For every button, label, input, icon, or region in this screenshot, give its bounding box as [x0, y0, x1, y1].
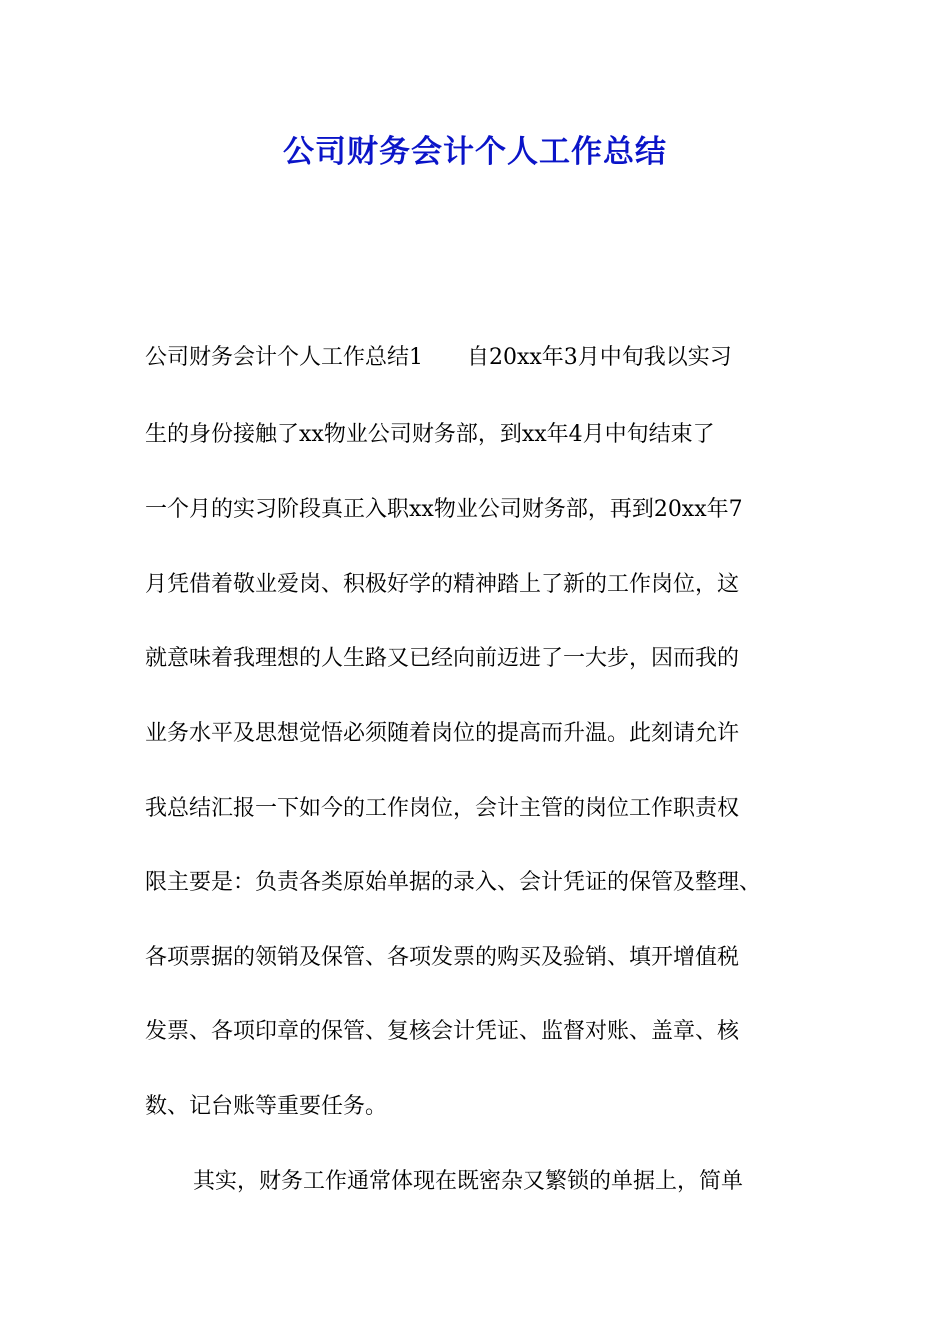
body-line: 公司财务会计个人工作总结1 自20xx年3月中旬我以实习 [145, 345, 732, 370]
body-line: 各项票据的领销及保管、各项发票的购买及验销、填开增值税 [145, 945, 740, 970]
body-line: 一个月的实习阶段真正入职xx物业公司财务部，再到20xx年7 [145, 497, 743, 522]
body-line: 其实，财务工作通常体现在既密杂又繁锁的单据上，简单 [193, 1169, 744, 1194]
body-line: 就意味着我理想的人生路又已经向前迈进了一大步，因而我的 [145, 646, 740, 671]
body-line: 我总结汇报一下如今的工作岗位，会计主管的岗位工作职责权 [145, 796, 740, 821]
body-line: 限主要是：负责各类原始单据的录入、会计凭证的保管及整理、 [145, 870, 762, 895]
body-line: 数、记台账等重要任务。 [145, 1094, 388, 1119]
document-title: 公司财务会计个人工作总结 [283, 134, 667, 170]
body-line: 生的身份接触了xx物业公司财务部，到xx年4月中旬结束了 [145, 422, 715, 447]
body-line: 业务水平及思想觉悟必须随着岗位的提高而升温。此刻请允许 [145, 721, 740, 746]
body-line: 月凭借着敬业爱岗、积极好学的精神踏上了新的工作岗位，这 [145, 572, 740, 597]
body-line: 发票、各项印章的保管、复核会计凭证、监督对账、盖章、核 [145, 1019, 740, 1044]
